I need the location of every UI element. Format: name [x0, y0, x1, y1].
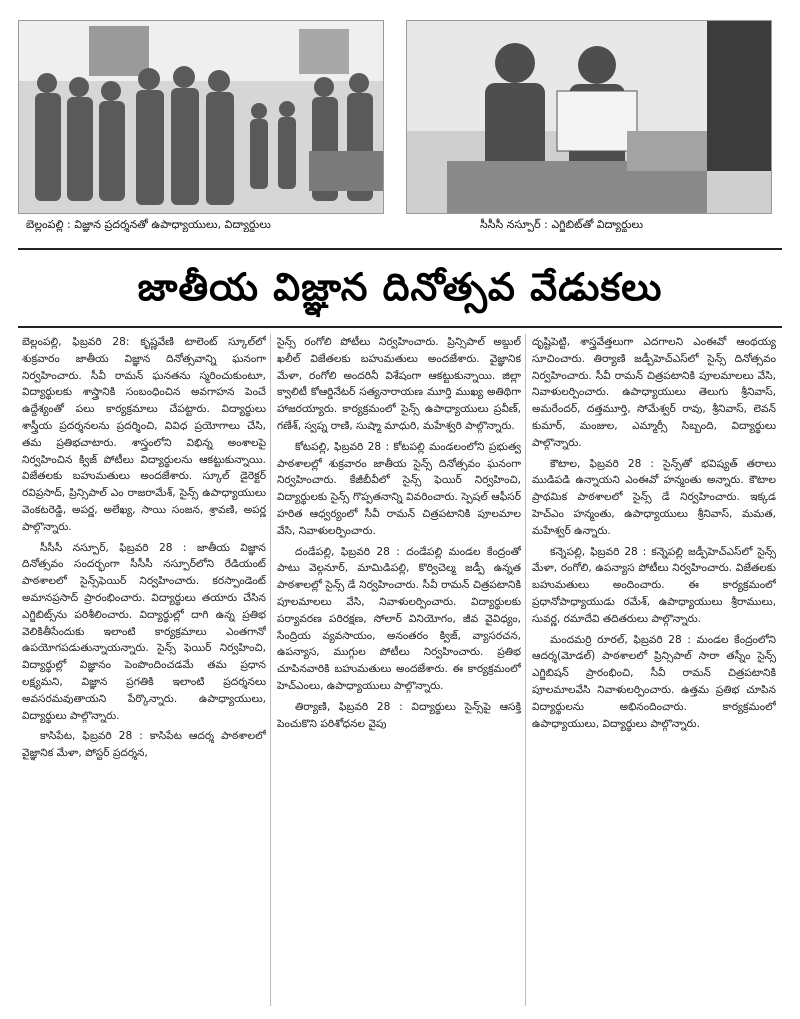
- col2-paragraph-rangoli: సైన్స్ రంగోలి పోటీలు నిర్వహించారు. ప్రిన్సిపాల్ అబ్దుల్ ఖలీల్ విజేతలకు బహుమతులు అందజేశారు. వైజ్ఞానిక మేళా, రంగోలి అందరినీ విశేషంగా ఆకట్టుకున్నాయి. జిల్లా క్వాలిటీ కోఆర్డినేటర్ సత్యనారాయణ మూర్తి ముఖ్య అతిథిగా హాజరయ్యారు. కార్యక్రమంలో సైన్స్ ఉపాధ్యాయులు ప్రవీణ్, గణేశ్, స్వప్న రాణి, సుష్మా మాధురి, మహేశ్వరి పాల్గొన్నారు.: [277, 336, 521, 432]
- col3-paragraph-kannepalli: కన్నెపల్లి, ఫిబ్రవరి 28 : కన్నెపల్లి జడ్పీహెచ్ఎస్‌లో సైన్స్ మేళా, రంగోలి, ఉపన్యాస పోటీలు నిర్వహించారు. విజేతలకు బహుమతులు అందించారు. ఈ కార్యక్రమంలో ప్రధానోపాధ్యాయుడు రమేశ్, ఉపాధ్యాయులు శ్రీరాములు, సువర్ణ, రమాదేవి తదితరులు పాల్గొన్నారు.: [532, 545, 776, 625]
- photo-group-teachers-students: [18, 20, 384, 214]
- col1-paragraph-kasipeta: కాసిపేట, ఫిబ్రవరి 28 : కాసిపేట ఆదర్శ పాఠశాలలో వైజ్ఞానిక మేళా, పోస్టర్ ప్రదర్శన,: [22, 730, 266, 760]
- col1-paragraph-bellampalli: బెల్లంపల్లి, ఫిబ్రవరి 28: కృష్ణవేణి టాలెంట్ స్కూల్‌లో శుక్రవారం జాతీయ విజ్ఞాన దినోత్సవాన్ని ఘనంగా నిర్వహించారు. సీవీ రామన్ ఘనతను స్మరించుకుంటూ, విద్యార్థులకు శాస్త్రానికి సంబంధించిన అవగాహన పెంచే ఉద్దేశ్యంతో పలు కార్యక్రమాలు చేపట్టారు. విద్యార్థులు శాస్త్రీయ ప్రదర్శనలను ప్రదర్శించి, వివిధ ప్రయోగాలు చేసి, తమ ప్రతిభచాటారు. శాస్త్రంలోని విభిన్న అంశాలపై నిర్వహించిన క్విజ్ పోటీలు విద్యార్థులను ఆకట్టుకున్నాయి. విజేతలకు బహుమతులు అందజేశారు. స్కూల్ డైరెక్టర్ రవిప్రసాద్, ప్రిన్సిపాల్ ఎం రాజరామేశ్, సైన్స్ ఉపాధ్యాయులు వెంకటరెడ్డి, అపర్ణ, అలేఖ్య, సాయి సంజన, శ్రావణి, అపర్ణ పాల్గొన్నారు.: [22, 336, 266, 533]
- page-headline: జాతీయ విజ్ఞాన దినోత్సవ వేడుకలు: [137, 265, 663, 309]
- photo-exhibit-illustration: [407, 21, 771, 213]
- col2-paragraph-kotapalli: కోటపల్లి, ఫిబ్రవరి 28 : కోటపల్లి మండలంలోని ప్రభుత్వ పాఠశాలల్లో శుక్రవారం జాతీయ సైన్స్ దినోత్సవం ఘనంగా నిర్వహించారు. కేజీబీవీలో సైన్స్ ఫెయిర్ నిర్వహించి, విద్యార్థులకు సైన్స్ గొప్పతనాన్ని వివరించారు. స్పెషల్ ఆఫీసర్ హరిత ఆధ్వర్యంలో సీవీ రామన్ చిత్రపటానికి పూలమాల వేసి, నివాళులర్పించారు.: [277, 440, 521, 537]
- column-divider-1: [270, 334, 271, 1006]
- col3-paragraph-tiryani-cont: దృష్టిపెట్టి, శాస్త్రవేత్తలుగా ఎదగాలని ఎంఈవో ఆంథయ్య సూచించారు. తిర్యాణి జడ్పీహెచ్ఎస్‌లో సైన్స్ దినోత్సవం నిర్వహించారు. సీవీ రామన్ చిత్రపటానికి పూలమాలలు వేసి, నివాళులర్పించారు. ఉపాధ్యాయులు తెలుగు శ్రీనివాస్, అమరేందర్, దత్తమూర్తి, సోమేశ్వర్ రావు, శ్రీనివాస్, లెవన్ కుమార్, మంజుల, ఎమ్మార్సీ సిబ్బంది, విద్యార్థులు పాల్గొన్నారు.: [532, 336, 776, 449]
- headline-top-rule: [18, 248, 782, 250]
- col2-paragraph-dandepalli: దండేపల్లి, ఫిబ్రవరి 28 : దండేపల్లి మండల కేంద్రంతో పాటు వెల్గనూర్, మామిడిపల్లి, కొర్విచెల్మ జడ్పీ ఉన్నత పాఠశాలల్లో సైన్స్ డే నిర్వహించారు. సీవీ రామన్ చిత్రపటానికి పూలమాలలు వేసి, నివాళులర్పించారు. విద్యార్థులకు పర్యావరణ పరిరక్షణ, సోలార్ వినియోగం, జీవ వైవిధ్యం, సేంద్రియ వ్యవసాయం, అనంతరం క్విజ్, వ్యాసరచన, ఉపన్యాస, ముగ్గుల పోటీలు నిర్వహించారు. ప్రతిభ చూపినవారికి బహుమతులు అందజేశారు. ఈ కార్యక్రమంలో హెచ్ఎంలు, ఉపాధ్యాయులు పాల్గొన్నారు.: [277, 545, 521, 692]
- headline-bottom-rule: [18, 326, 782, 328]
- article-column-2: [277, 334, 521, 1006]
- column-divider-2: [525, 334, 526, 1006]
- photo-right-caption: సీసీసీ నస్పూర్ : ఎగ్జిబిట్‌తో విద్యార్థులు: [480, 218, 644, 231]
- article-column-1: [22, 334, 266, 1006]
- col1-paragraph-ccc-naspur: సీసీసీ నస్పూర్, ఫిబ్రవరి 28 : జాతీయ విజ్ఞాన దినోత్సవం సందర్భంగా సీసీసీ నస్పూర్‌లోని రేడియంట్ పాఠశాలలో సైన్స్‌ఫెయిర్ నిర్వహించారు. కరస్పాండెంట్ అమానప్రసాద్ ప్రారంభించారు. విద్యార్థులు తయారు చేసిన ఎగ్జిబిట్స్‌ను పరిశీలించారు. విద్యార్థుల్లో దాగి ఉన్న ప్రతిభ వెలికితీసేందుకు ఇలాంటి కార్యక్రమాలు ఎంతగానో ఉపయోగపడుతున్నాయన్నారు. సైన్స్ ఫెయిర్ నిర్వహించి, విద్యార్థుల్లో విజ్ఞానం పెంపొందించడమే తమ ప్రధాన లక్ష్యమని, విజ్ఞాన ప్రగతికి ఇలాంటి ప్రదర్శనలు అవసరమవుతాయని పేర్కొన్నారు. ఉపాధ్యాయులు, విద్యార్థులు పాల్గొన్నారు.: [22, 541, 266, 722]
- col3-paragraph-mandamarri: మందమర్రి రూరల్, ఫిబ్రవరి 28 : మండల కేంద్రంలోని ఆదర్శ(మోడల్) పాఠశాలలో ప్రిన్సిపాల్ సారా తస్నీం సైన్స్ ఎగ్జిబిషన్ ప్రారంభించి, సీవీ రామన్ చిత్రపటానికి పూలమాలవేసి నివాళులర్పించారు. ఉత్తమ ప్రతిభ చూపిన విద్యార్థులను అభినందించారు. కార్యక్రమంలో ఉపాధ్యాయులు, విద్యార్థులు పాల్గొన్నారు.: [532, 633, 776, 730]
- article-column-3: [532, 334, 776, 1006]
- col2-paragraph-tiryani: తిర్యాణి, ఫిబ్రవరి 28 : విద్యార్థులు సైన్స్‌పై ఆసక్తి పెంచుకొని పరిశోధనల వైపు: [277, 700, 521, 730]
- col3-paragraph-kautala: కౌటాల, ఫిబ్రవరి 28 : సైన్స్‌తో భవిష్యత్ తరాలు ముడిపడి ఉన్నాయని ఎంఈవో హన్మంతు అన్నారు. కౌటాల ప్రాథమిక పాఠశాలలో సైన్స్ డే నిర్వహించారు. ఇక్కడ హెచ్ఎం హన్మంతు, ఉపాధ్యాయులు శ్రీనివాస్, మమత, మహేశ్వర్ ఉన్నారు.: [532, 457, 776, 537]
- photo-group-illustration: [19, 21, 383, 213]
- photo-students-exhibit: [406, 20, 772, 214]
- photo-left-caption: బెల్లంపల్లి : విజ్ఞాన ప్రదర్శనతో ఉపాధ్యాయులు, విద్యార్థులు: [26, 218, 271, 231]
